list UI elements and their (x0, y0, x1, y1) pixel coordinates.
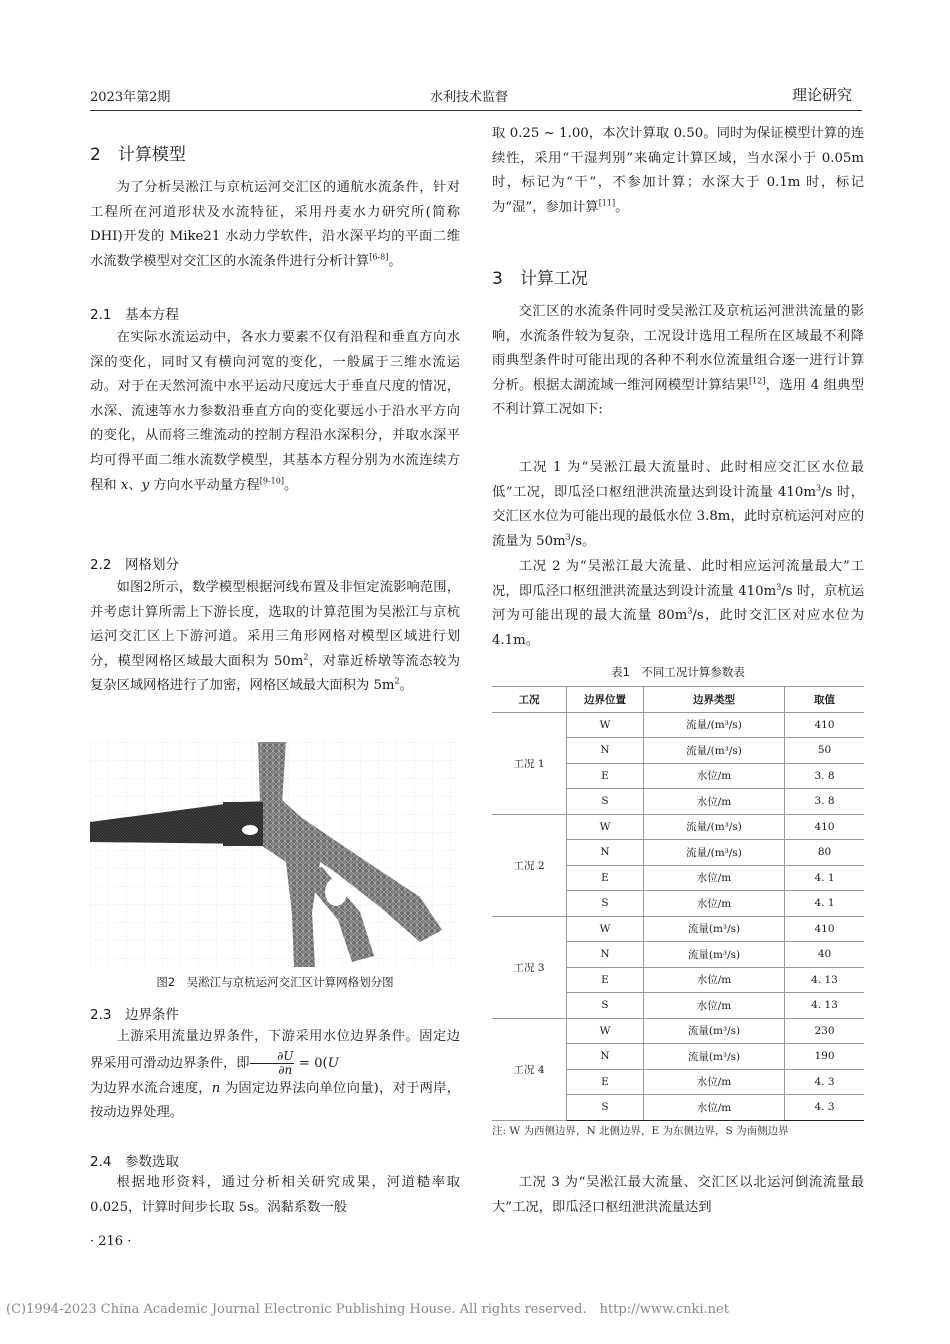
value-cell: 4. 1 (785, 865, 865, 891)
table-row (492, 1018, 864, 1044)
case-name-cell: 工况 4 (492, 1018, 567, 1120)
value-cell: 4. 3 (785, 1069, 865, 1095)
table-row (492, 814, 864, 840)
boundary-position-cell: N (567, 840, 644, 866)
col-header: 工况 (492, 687, 567, 713)
boundary-type-cell: 水位/m (644, 891, 785, 917)
table-1 (492, 686, 864, 1121)
figure-2-caption: 图2 吴淞江与京杭运河交汇区计算网格划分图 (156, 975, 394, 989)
boundary-position-cell: N (567, 1044, 644, 1070)
boundary-type-cell: 水位/m (644, 1069, 785, 1095)
section-2-4-continued: 取 0.25 ~ 1.00，本次计算取 0.50。同时为保证模型计算的连续性，采用“干湿判别”来确定计算区域，当水深小于 0.05m 时，标记为“干”，不参加计算；水深大于 0.1m 时，标记为“湿”，参加计算[11]。 (492, 126, 864, 215)
subsection-2-2-title: 2.2 网格划分 (90, 557, 179, 573)
value-cell: 190 (785, 1044, 865, 1070)
ref-9-10: [9-10] (259, 476, 284, 486)
col-header: 取值 (785, 687, 865, 713)
boundary-type-cell: 流量/(m³/s) (644, 814, 785, 840)
value-cell: 4. 13 (785, 967, 865, 993)
value-cell: 230 (785, 1018, 865, 1044)
ref-11: [11] (598, 198, 616, 208)
case-name-cell: 工况 3 (492, 916, 567, 1018)
value-cell: 4. 13 (785, 993, 865, 1019)
section-3-title: 3 计算工况 (492, 269, 588, 289)
header-rule (90, 110, 862, 111)
subsection-2-3-paragraph: 上游采用流量边界条件，下游采用水位边界条件。固定边界采用可滑动边界条件，即 $\frac{\partial U}{\partial n}$ = 0(U 为边界水流合速度，n 为固定边界法向单位向量)，对于两岸，按动边界处理。 (90, 1029, 461, 1121)
boundary-position-cell: S (567, 891, 644, 917)
value-cell: 4. 1 (785, 891, 865, 917)
subsection-2-1-title: 2.1 基本方程 (90, 307, 179, 323)
boundary-type-cell: 流量(m³/s) (644, 916, 785, 942)
boundary-position-cell: E (567, 967, 644, 993)
boundary-position-cell: W (567, 916, 644, 942)
header-category: 理论研究 (792, 86, 853, 104)
boundary-type-cell: 水位/m (644, 789, 785, 815)
boundary-type-cell: 水位/m (644, 967, 785, 993)
value-cell: 40 (785, 942, 865, 968)
case-name-cell: 工况 1 (492, 712, 567, 814)
value-cell: 410 (785, 712, 865, 738)
subsection-2-4-paragraph: 根据地形资料，通过分析相关研究成果，河道糙率取 0.025，计算时间步长取 5s。涡黏系数一般 (90, 1175, 460, 1215)
page-number: · 216 · (90, 1234, 132, 1249)
value-cell: 410 (785, 916, 865, 942)
col-header: 边界位置 (567, 687, 644, 713)
col-header: 边界类型 (644, 687, 785, 713)
island (325, 878, 347, 906)
boundary-position-cell: W (567, 1018, 644, 1044)
case-3-paragraph: 工况 3 为“吴淞江最大流量、交汇区以北运河倒流流量最大”工况，即瓜泾口枢纽泄洪流量达到 (492, 1175, 864, 1215)
boundary-position-cell: S (567, 993, 644, 1019)
boundary-type-cell: 流量(m³/s) (644, 942, 785, 968)
boundary-position-cell: E (567, 763, 644, 789)
table-row (492, 916, 864, 942)
boundary-type-cell: 水位/m (644, 865, 785, 891)
boundary-position-cell: E (567, 865, 644, 891)
boundary-position-cell: N (567, 738, 644, 764)
table-header-row (492, 687, 864, 713)
table-row (492, 712, 864, 738)
value-cell: 50 (785, 738, 865, 764)
boundary-position-cell: S (567, 789, 644, 815)
boundary-type-cell: 水位/m (644, 763, 785, 789)
mesh-figure-svg (90, 742, 460, 967)
boundary-position-cell: W (567, 814, 644, 840)
copyright-footer: (C)1994-2023 China Academic Journal Electronic Publishing House. All rights reserved. http://www.cnki.net (6, 1302, 729, 1317)
mesh-north-canal (258, 742, 286, 804)
boundary-equation: $\frac{\partial U}{\partial n}$ (250, 1050, 295, 1077)
table-1-note: 注: W 为西侧边界，N 北侧边界，E 为东侧边界，S 为南侧边界 (492, 1125, 789, 1137)
bridge-pier-island (242, 825, 258, 835)
ref-12: [12] (749, 376, 766, 386)
section-2-title: 2 计算模型 (90, 145, 186, 165)
ref-6-8: [6-8] (369, 252, 389, 262)
boundary-position-cell: W (567, 712, 644, 738)
value-cell: 3. 8 (785, 789, 865, 815)
header-issue: 2023年第2期 (90, 90, 171, 105)
subsection-2-1-paragraph: 在实际水流运动中，各水力要素不仅有沿程和垂直方向水深的变化，同时又有横向河宽的变化，一般属于三维水流运动。对于在天然河流中水平运动尺度远大于垂直尺度的情况，水深、流速等水力参数沿垂直方向的变化要远小于沿水平方向的变化，从而将三维流动的控制方程沿水深积分，并取水深平均可得平面二维水流数学模型，其基本方程分别为水流连续方程和 x、y 方向水平动量方程[9-10]。 (90, 330, 460, 493)
boundary-type-cell: 流量/(m³/s) (644, 840, 785, 866)
mesh-figure (90, 742, 460, 967)
value-cell: 410 (785, 814, 865, 840)
value-cell: 4. 3 (785, 1095, 865, 1121)
value-cell: 3. 8 (785, 763, 865, 789)
subsection-2-2-paragraph: 如图2所示，数学模型根据河线布置及非恒定流影响范围，并考虑计算所需上下游长度，选取的计算范围为吴淞江与京杭运河交汇区上下游河道。采用三角形网格对模型区域进行划分，模型网格区域最大面积为 $50m^2$，对靠近桥墩等流态较为复杂区域网格进行了加密，网格区域最大面积为 $5m^2$。 (90, 580, 460, 694)
mesh-refined-zone (223, 802, 263, 846)
case-name-cell: 工况 2 (492, 814, 567, 916)
boundary-type-cell: 流量/(m³/s) (644, 712, 785, 738)
subsection-2-3-title: 2.3 边界条件 (90, 1007, 179, 1023)
boundary-position-cell: E (567, 1069, 644, 1095)
header-journal: 水利技术监督 (430, 90, 509, 105)
boundary-position-cell: S (567, 1095, 644, 1121)
case-2-paragraph: 工况 2 为“吴淞江最大流量、此时相应运河流量最大”工况，即瓜泾口枢纽泄洪流量达到设计流量 $410m^3/s$ 时，京杭运河为可能出现的最大流量 $80m^3/s$，此时交汇区对应水位为 4.1m。 (492, 559, 865, 648)
table-1-caption: 表1 不同工况计算参数表 (611, 665, 745, 679)
boundary-type-cell: 水位/m (644, 993, 785, 1019)
section-2-paragraph: 为了分析吴淞江与京杭运河交汇区的通航水流条件，针对工程所在河道形状及水流特征，采用丹麦水力研究所(简称 DHI)开发的 Mike21 水动力学软件，沿水深平均的平面二维水流数学模型对交汇区的水流条件进行分析计算[6-8]。 (90, 180, 460, 269)
subsection-2-4-title: 2.4 参数选取 (90, 1154, 179, 1170)
boundary-type-cell: 流量(m³/s) (644, 1018, 785, 1044)
boundary-type-cell: 水位/m (644, 1095, 785, 1121)
boundary-position-cell: N (567, 942, 644, 968)
boundary-type-cell: 流量(m³/s) (644, 1044, 785, 1070)
boundary-type-cell: 流量/(m³/s) (644, 738, 785, 764)
table-body (492, 712, 864, 1120)
section-3-paragraph: 交汇区的水流条件同时受吴淞江及京杭运河泄洪流量的影响，水流条件较为复杂，工况设计选用工程所在区域最不利降雨典型条件时可能出现的各种不利水位流量组合逐一进行计算分析。根据太湖流域一维河网模型计算结果[12]，选用 4 组典型不利计算工况如下: (492, 304, 864, 418)
case-1-paragraph: 工况 1 为“吴淞江最大流量时、此时相应交汇区水位最低”工况，即瓜泾口枢纽泄洪流量达到设计流量 $410m^3/s$ 时，交汇区水位为可能出现的最低水位 3.8m，此时京杭运河对应的流量为 $50m^3/s$。 (492, 460, 865, 549)
value-cell: 80 (785, 840, 865, 866)
